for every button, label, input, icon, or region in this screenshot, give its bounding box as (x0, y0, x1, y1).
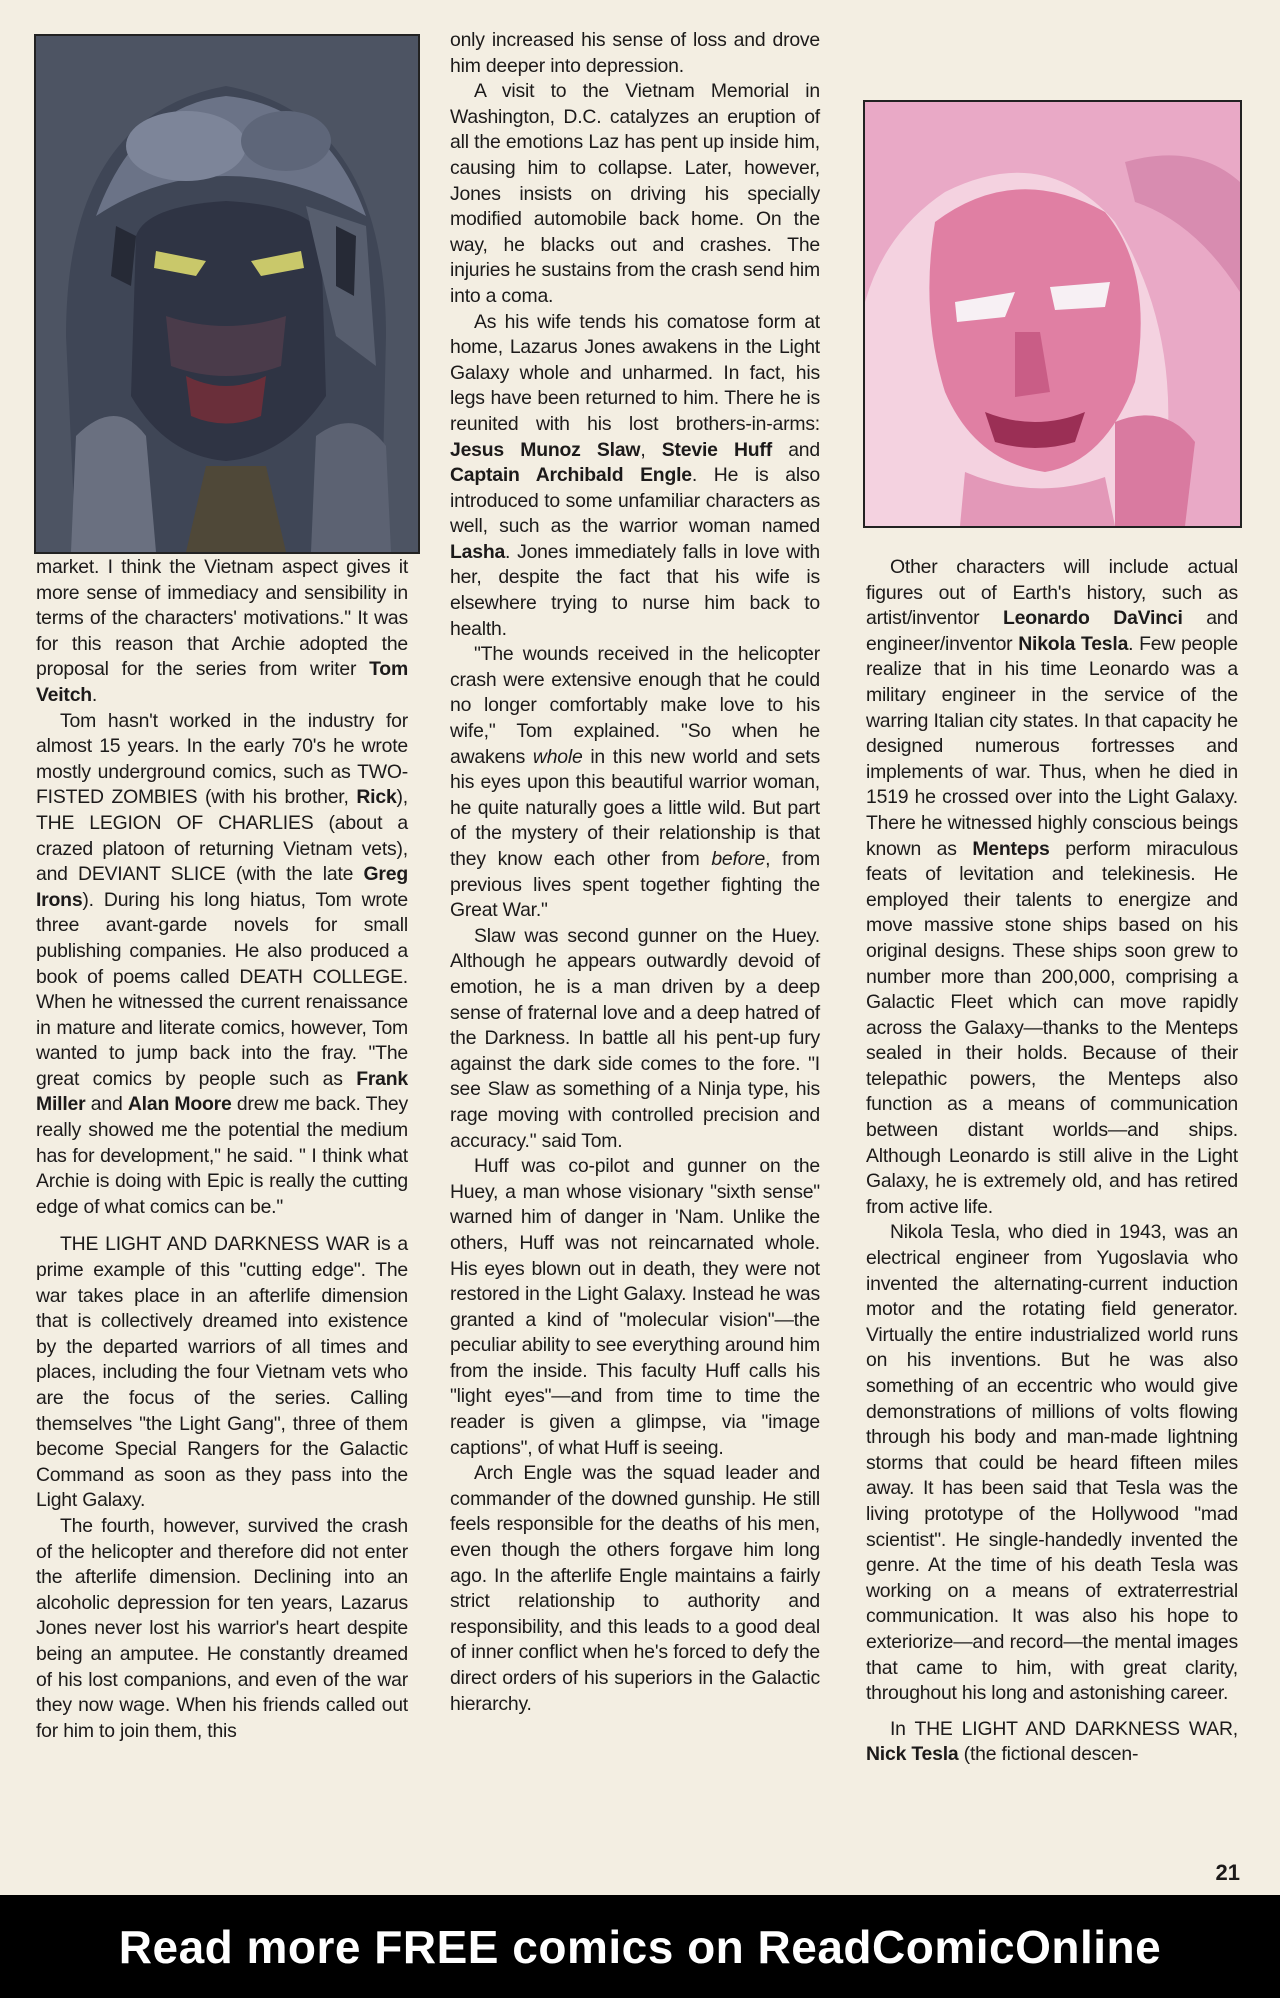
promo-banner[interactable] (0, 1895, 1280, 1998)
paragraph: A visit to the Vietnam Memorial in Washington, D.C. catalyzes an eruption of all the emotions Laz has pent up inside him, causing him to collapse. Later, however, Jones insists on driving his specially modified automobile back home. On the way, he blacks out and crashes. The injuries he sustains from the crash send him into a coma. (450, 80, 820, 307)
text-column-2 (450, 28, 820, 1717)
paragraph: THE LIGHT AND DARKNESS WAR is a prime example of this "cutting edge". The war takes place in an afterlife dimension that is collectively dreamed into existence by the departed warriors of all times and places, including the four Vietnam vets who are the focus of the series. Calling themselves "the Light Gang", three of them become Special Rangers for the Galactic Command as soon as they pass into the Light Galaxy. (36, 1233, 408, 1512)
pink-portrait-illustration (863, 100, 1242, 528)
paragraph: Huff was co-pilot and gunner on the Huey, a man whose visionary "sixth sense" warned him of danger in 'Nam. Unlike the others, Huff was not reincarnated whole. His eyes blown out in death, they were not restored in the Light Galaxy. Instead he was granted a kind of "molecular vision"—the peculiar ability to see everything around him from the inside. This faculty Huff calls his "light eyes"—and from time to time the reader is given a glimpse, via "image captions", of what Huff is seeing. (450, 1155, 820, 1459)
paragraph: Tom hasn't worked in the industry for almost 15 years. In the early 70's he wrote mostly underground comics, such as TWO-FISTED ZOMBIES (with his brother, Rick), THE LEGION OF CHARLIES (about a crazed platoon of returning Vietnam vets), and DEVIANT SLICE (with the late Greg Irons). During his long hiatus, Tom wrote three avant-garde novels for small publishing companies. He also produced a book of poems called DEATH COLLEGE. When he witnessed the current renaissance in mature and literate comics, however, Tom wanted to jump back into the fray. "The great comics by people such as Frank Miller and Alan Moore drew me back. They really showed me the potential the medium has for development," he said. " I think what Archie is doing with Epic is really the cutting edge of what comics can be." (36, 709, 408, 1218)
paragraph: market. I think the Vietnam aspect gives it more sense of immediacy and sensibility in terms of the characters' motivations." It was for this reason that Archie adopted the proposal for the series from writer Tom Veitch. (36, 556, 408, 706)
paragraph: only increased his sense of loss and drove him deeper into depression. (450, 29, 820, 77)
soldier-illustration (34, 34, 420, 554)
paragraph: "The wounds received in the helicopter crash were extensive enough that he could no longer comfortably make love to his wife," Tom explained. "So when he awakens whole in this new world and sets his eyes upon this beautiful warrior woman, he quite naturally goes a little wild. But part of the mystery of their relationship is that they know each other from before, from previous lives spent together fighting the Great War." (450, 643, 820, 922)
paragraph: In THE LIGHT AND DARKNESS WAR, Nick Tesla (the fictional descen- (866, 1717, 1238, 1766)
paragraph: Arch Engle was the squad leader and commander of the downed gunship. He still feels responsible for the deaths of his men, even though the others forgave him long ago. In the afterlife Engle maintains a fairly strict relationship to authority and responsibility, and this leads to a good deal of inner conflict when he's forced to defy the direct orders of his superiors in the Galactic hierarchy. (450, 1462, 820, 1715)
paragraph: Slaw was second gunner on the Huey. Although he appears outwardly devoid of emotion, he is a man driven by a deep sense of fraternal love and a deep hatred of the Darkness. In battle all his pent-up fury against the dark side comes to the fore. "I see Slaw as something of a Ninja type, his rage moving with controlled precision and accuracy." said Tom. (450, 924, 820, 1152)
paragraph: Nikola Tesla, who died in 1943, was an electrical engineer from Yugoslavia who invented the alternating-current induction motor and the rotating field generator. Virtually the entire industrialized world runs on his inventions. But he was also something of an eccentric who would give demonstrations of millions of volts flowing through his body and man-made lightning storms that could be heard fifteen miles away. It has been said that Tesla was the living prototype of the Hollywood "mad scientist". He single-handedly invented the genre. At the time of his death Tesla was working on a means of extraterrestrial communication. It was also his hope to exteriorize—and record—the mental images that came to him, with great clarity, throughout his long and astonishing career. (866, 1221, 1238, 1705)
page-number: 21 (1215, 1860, 1240, 1885)
paragraph: As his wife tends his comatose form at home, Lazarus Jones awakens in the Light Galaxy whole and unharmed. In fact, his legs have been returned to him. There he is reunited with his lost brothers-in-arms: Jesus Munoz Slaw, Stevie Huff and Captain Archibald Engle. He is also introduced to some unfamiliar characters as well, such as the warrior woman named Lasha. Jones immediately falls in love with her, despite the fact that his wife is elsewhere trying to nurse him back to health. (450, 310, 821, 640)
text-column-1 (36, 555, 408, 1744)
paragraph: Other characters will include actual figures out of Earth's history, such as artist/inventor Leonardo DaVinci and engineer/inventor Nikola Tesla. Few people realize that in his time Leonardo was a military engineer in the service of the warring Italian city states. In that capacity he designed numerous fortresses and implements of war. Thus, when he died in 1519 he crossed over into the Light Galaxy. There he witnessed highly conscious beings known as Menteps perform miraculous feats of levitation and telekinesis. He employed their talents to energize and move massive stone ships based on his original designs. These ships soon grew to number more than 200,000, comprising a Galactic Fleet which can move rapidly across the Galaxy—thanks to the Menteps sealed in their holds. Because of their telepathic powers, the Menteps also function as a means of communication between distant worlds—and ships. Although Leonardo is still alive in the Light Galaxy, he is extremely old, and has retired from active life. (866, 556, 1238, 1218)
promo-banner-text[interactable]: Read more FREE comics on ReadComicOnline (118, 1920, 1162, 1973)
soldier-art (36, 36, 418, 552)
portrait-art (865, 102, 1240, 526)
paragraph: The fourth, however, survived the crash of the helicopter and therefore did not enter the afterlife dimension. Declining into an alcoholic depression for ten years, Lazarus Jones never lost his warrior's heart despite being an amputee. He constantly dreamed of his lost companions, and even of the war they now wage. When his friends called out for him to join them, this (36, 1514, 408, 1742)
text-column-3 (866, 555, 1238, 1768)
